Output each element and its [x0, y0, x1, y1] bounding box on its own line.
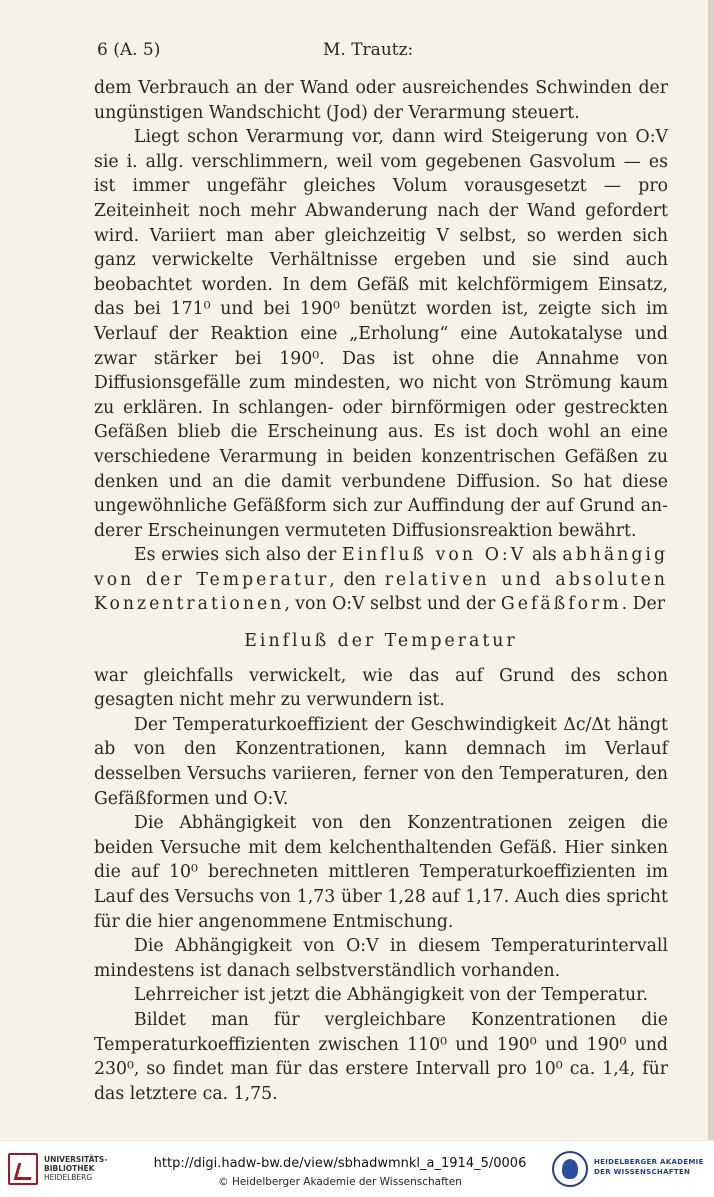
academy-name-line2: DER WISSENSCHAFTEN — [594, 1168, 691, 1176]
emphasis-einfluss: Einfluß von O:V — [342, 545, 527, 566]
paragraph-3-tail: . Der — [621, 594, 665, 615]
paragraph-6: Die Abhängigkeit von den Konzentrationen zeigen die beiden Versuche mit dem kelchenthaltenden Gefäß. Hier sinken die auf 10⁰ berechneten mittleren Temperaturkoeffizienten im Lauf des Versuchs von 1,73 über 1,28 auf 1,17. Auch dies spricht für die hier angenommene Entmischung. — [94, 813, 668, 932]
page-reference: 6 (A. 5) — [97, 40, 161, 60]
paragraph-8: Lehrreicher ist jetzt die Abhängigkeit von der Temperatur. — [134, 985, 648, 1006]
paragraph-3-mid2: , den — [329, 569, 376, 590]
academy-logo[interactable] — [552, 1149, 714, 1191]
paragraph-3 — [94, 543, 668, 617]
paragraph-4: war gleichfalls verwickelt, wie das auf Grund des schon gesagten nicht mehr zu verwundern ist. — [94, 665, 668, 711]
viewer-footer — [0, 1140, 714, 1197]
paragraph-5: Der Temperaturkoeffizient der Geschwindigkeit Δc/Δt hängt ab von den Konzentrationen, kann demnach im Verlauf desselben Versuchs variieren, ferner von den Temperaturen, den Gefäßformen und O:V. — [94, 714, 668, 809]
emphasis-konzentrationen: relativen und absoluten Konzentrationen — [94, 569, 668, 615]
paragraph-3-mid3: , von O:V selbst und der — [284, 594, 496, 615]
emphasis-gefaessform: Gefäßform — [500, 594, 622, 615]
paragraph-3-lead: Es erwies sich also der — [134, 545, 337, 566]
library-name-line2: BIBLIOTHEK — [44, 1164, 95, 1173]
paragraph-7: Die Abhängigkeit von O:V in diesem Temperaturintervall mindestens ist danach selbstverständlich vorhanden. — [94, 936, 668, 981]
library-name-line3: HEIDELBERG — [44, 1173, 93, 1182]
author-header: M. Trautz: — [323, 40, 414, 60]
emphasis-abhaengig: abhängig von der Temperatur — [94, 545, 669, 590]
section-heading: Einfluß der Temperatur — [244, 631, 518, 652]
copyright-notice: © Heidelberger Akademie der Wissenschaften — [218, 1176, 462, 1188]
academy-seal-icon — [552, 1151, 588, 1187]
library-name-line1: UNIVERSITÄTS- — [44, 1155, 108, 1164]
paragraph-9: Bildet man für vergleichbare Konzentrationen die Temperaturkoeffizienten zwischen 110⁰ und 190⁰ und 190⁰ und 230⁰, so findet man für das erstere Intervall pro 10⁰ ca. 1,4, für das letztere ca. 1,75. — [94, 1009, 668, 1104]
university-library-logo[interactable] — [8, 1153, 128, 1189]
body-text — [94, 76, 668, 1106]
paragraph-2: Liegt schon Verarmung vor, dann wird Steigerung von O:V sie i. allg. verschlimmern, weil vom gegebenen Gasvolum — es ist immer ungefähr gleiches Volum vorausgesetzt — pro Zeiteinheit noch mehr Abwanderung nach der Wand gefordert wird. Variiert man aber gleichzeitig V selbst, so werden sich ganz verwickelte Verhältnisse ergeben und sie sind auch beobachtet worden. In dem Gefäß mit kelchförmigem Einsatz, das bei 171⁰ und bei 190⁰ benützt worden ist, zeigte sich im Verlauf der Reaktion eine „Erholung“ eine Autokatalyse und zwar stärker bei 190⁰. Das ist ohne die Annahme von Diffusionsgefälle zum mindesten, wo nicht von Strömung kaum zu erklären. In schlangen- oder birnförmigen oder gestreckten Gefäßen blieb die Erscheinung aus. Es ist doch wohl an eine verschiedene Verarmung in beiden konzentrischen Gefäßen zu denken und an die damit verbundene Diffusion. So hat diese ungewöhnliche Gefäßform sich zur Auffindung der auf Grund anderer Erscheinungen vermuteten Diffusionsreaktion bewährt. — [94, 127, 668, 541]
paragraph-3-mid1: als — [531, 545, 557, 566]
permalink-url[interactable]: http://digi.hadw-bw.de/view/sbhadwmnkl_a_1914_5/0006 — [153, 1156, 527, 1171]
academy-name-line1: HEIDELBERGER AKADEMIE — [594, 1158, 704, 1166]
paragraph-1: dem Verbrauch an der Wand oder ausreichendes Schwinden der ungünstigen Wandschicht (Jod) der Verarmung steuert. — [94, 78, 668, 123]
library-crest-icon — [8, 1153, 38, 1185]
running-header — [97, 40, 660, 64]
